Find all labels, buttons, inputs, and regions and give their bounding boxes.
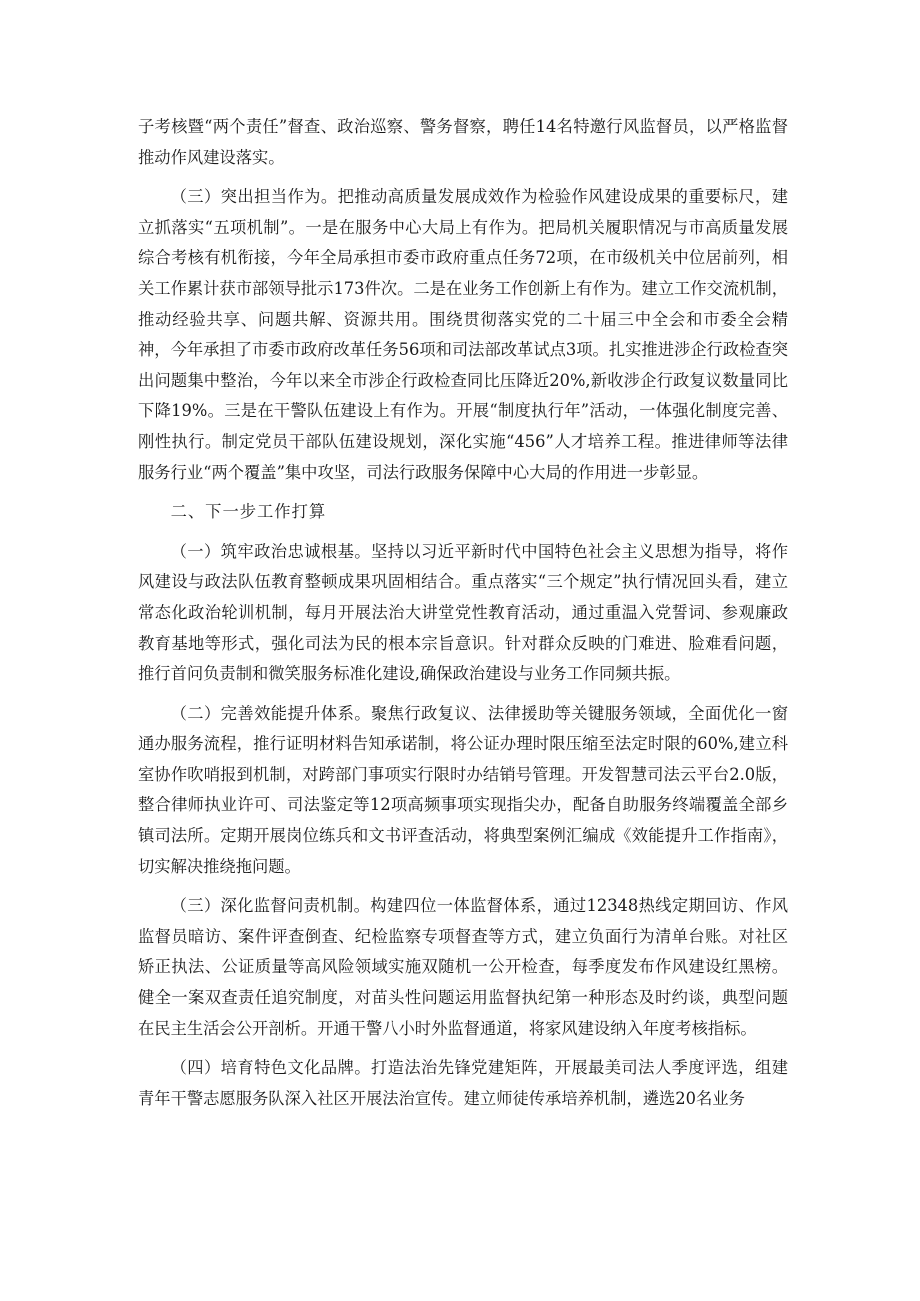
paragraph-efficiency-system: （二）完善效能提升体系。聚焦行政复议、法律援助等关键服务领域，全面优化一窗通办服务流程，推行证明材料告知承诺制，将公证办理时限压缩至法定时限的60%,建立科室协作吹哨报到机制，对跨部门事项实行限时办结销号管理。开发智慧司法云平台2.0版，整合律师执业许可、司法鉴定等12项高频事项实现指尖办，配备自助服务终端覆盖全部乡镇司法所。定期开展岗位练兵和文书评查活动，将典型案例汇编成《效能提升工作指南》，切实解决推绕拖问题。 [138,703,788,876]
document-body [138,112,788,1123]
paragraph-continued: 子考核暨“两个责任”督查、政治巡察、警务督察，聘任14名特邀行风监督员，以严格监督推动作风建设落实。 [138,117,788,167]
paragraph-cultural-brand: （四）培育特色文化品牌。打造法治先锋党建矩阵，开展最美司法人季度评选，组建青年干警志愿服务队深入社区开展法治宣传。建立师徒传承培养机制，遴选20名业务 [138,1058,788,1108]
section-heading-next-steps: 二、下一步工作打算 [170,502,327,522]
paragraph-supervision-accountability: （三）深化监督问责机制。构建四位一体监督体系，通过12348热线定期回访、作风监督员暗访、案件评查倒查、纪检监察专项督查等方式，建立负面行为清单台账。对社区矫正执法、公证质量等高风险领域实施双随机一公开检查，每季度发布作风建设红黑榜。健全一案双查责任追究制度，对苗头性问题运用监督执纪第一种形态及时约谈，典型问题在民主生活会公开剖析。开通干警八小时外监督通道，将家风建设纳入年度考核指标。 [138,896,788,1038]
paragraph-political-loyalty: （一）筑牢政治忠诚根基。坚持以习近平新时代中国特色社会主义思想为指导，将作风建设与政法队伍教育整顿成果巩固相结合。重点落实“三个规定”执行情况回头看，建立常态化政治轮训机制，每月开展法治大讲堂党性教育活动，通过重温入党誓词、参观廉政教育基地等形式，强化司法为民的根本宗旨意识。针对群众反映的门难进、脸难看问题，推行首问负责制和微笑服务标准化建设,确保政治建设与业务工作同频共振。 [138,541,788,684]
paragraph-section-3-take-responsibility: （三）突出担当作为。把推动高质量发展成效作为检验作风建设成果的重要标尺，建立抓落实“五项机制”。一是在服务中心大局上有作为。把局机关履职情况与市高质量发展综合考核有机衔接，今年全局承担市委市政府重点任务72项，在市级机关中位居前列，相关工作累计获市部领导批示173件次。二是在业务工作创新上有作为。建立工作交流机制，推动经验共享、问题共解、资源共用。围绕贯彻落实党的二十届三中全会和市委全会精神，今年承担了市委市政府改革任务56项和司法部改革试点3项。扎实推进涉企行政检查突出问题集中整治，今年以来全市涉企行政检查同比压降近20%,新收涉企行政复议数量同比下降19%。三是在干警队伍建设上有作为。开展“制度执行年”活动，一体强化制度完善、刚性执行。制定党员干部队伍建设规划，深化实施“456”人才培养工程。推进律师等法律服务行业“两个覆盖”集中攻坚，司法行政服务保障中心大局的作用进一步彰显。 [138,187,788,482]
